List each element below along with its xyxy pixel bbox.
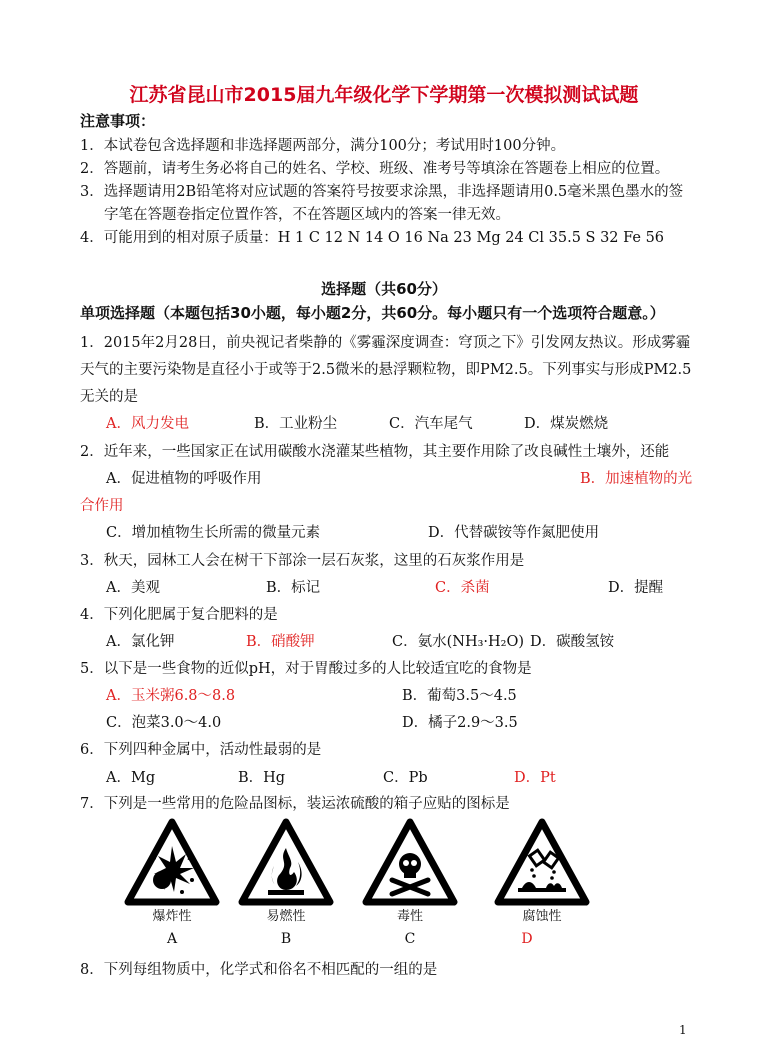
q4-line: 4．下列化肥属于复合肥料的是 xyxy=(80,607,278,623)
q1-option-a: A．风力发电 xyxy=(106,416,189,432)
notice-heading: 注意事项： xyxy=(80,112,156,130)
q5-option-c: C．泡菜3.0～4.0 xyxy=(106,715,222,731)
icon-letter-d: D xyxy=(521,931,533,947)
flammable-icon xyxy=(238,818,334,914)
page-number: 1 xyxy=(679,1023,687,1037)
q6-line: 6．下列四种金属中，活动性最弱的是 xyxy=(80,742,322,758)
section-title: 选择题（共60分） xyxy=(321,280,447,298)
corrosive-caption: 腐蚀性 xyxy=(522,909,562,924)
icon-letter-a: A xyxy=(166,931,178,947)
q1-option-b: B．工业粉尘 xyxy=(254,416,338,432)
q1-line-3: 无关的是 xyxy=(80,389,138,405)
q5-line: 5．以下是一些食物的近似pH，对于胃酸过多的人比较适宜吃的食物是 xyxy=(80,661,532,677)
q4-option-c: C．氨水(NH₃·H₂O) xyxy=(392,634,525,650)
icon-letter-b: B xyxy=(280,931,292,947)
corrosive-icon xyxy=(494,818,590,914)
q4-option-d: D．碳酸氢铵 xyxy=(530,634,615,650)
page-title: 江苏省昆山市2015届九年级化学下学期第一次模拟测试试题 xyxy=(129,84,639,106)
q6-option-d: D．Pt xyxy=(514,770,556,786)
q3-line: 3．秋天，园林工人会在树干下部涂一层石灰浆，这里的石灰浆作用是 xyxy=(80,553,525,569)
q5-option-d: D．橘子2.9～3.5 xyxy=(402,715,518,731)
q5-option-a: A．玉米粥6.8～8.8 xyxy=(106,688,236,704)
notice-item-4: 4．可能用到的相对原子质量：H 1 C 12 N 14 O 16 Na 23 Mg 24 Cl 35.5 S 32 Fe 56 xyxy=(80,230,665,246)
q3-option-d: D．提醒 xyxy=(608,580,664,596)
q6-option-c: C．Pb xyxy=(383,770,428,786)
q2-option-b-cont: 合作用 xyxy=(80,498,124,514)
q4-option-a: A．氯化钾 xyxy=(106,634,175,650)
q6-option-b: B．Hg xyxy=(238,770,286,786)
q3-option-a: A．美观 xyxy=(106,580,160,596)
q2-option-b: B．加速植物的光 xyxy=(580,471,693,487)
q4-option-b: B．硝酸钾 xyxy=(246,634,315,650)
q2-option-d: D．代替碳铵等作氮肥使用 xyxy=(428,525,600,541)
q6-option-a: A．Mg xyxy=(106,770,156,786)
q7-line: 7．下列是一些常用的危险品图标，装运浓硫酸的箱子应贴的图标是 xyxy=(80,796,510,812)
notice-item-3: 3．选择题请用2B铅笔将对应试题的答案符号按要求涂黑，非选择题请用0.5毫米黑色墨水的签 xyxy=(80,184,684,200)
section-subtitle: 单项选择题（本题包括30小题，每小题2分，共60分。每小题只有一个选项符合题意。） xyxy=(80,304,665,322)
explosive-caption: 爆炸性 xyxy=(152,909,192,924)
flammable-caption: 易燃性 xyxy=(266,909,306,924)
explosive-icon xyxy=(124,818,220,914)
toxic-icon xyxy=(362,818,458,914)
q1-line-1: 1．2015年2月28日，前央视记者柴静的《雾霾深度调查：穹顶之下》引发网友热议。形成雾霾 xyxy=(80,335,691,351)
q2-option-a: A．促进植物的呼吸作用 xyxy=(106,471,262,487)
q1-line-2: 天气的主要污染物是直径小于或等于2.5微米的悬浮颗粒物，即PM2.5。下列事实与形成PM2.5 xyxy=(80,362,692,378)
notice-item-1: 1．本试卷包含选择题和非选择题两部分，满分100分；考试用时100分钟。 xyxy=(80,138,566,154)
notice-item-3-cont: 字笔在答题卷指定位置作答，不在答题区域内的答案一律无效。 xyxy=(104,207,510,223)
q5-option-b: B．葡萄3.5～4.5 xyxy=(402,688,517,704)
q3-option-b: B．标记 xyxy=(266,580,321,596)
notice-item-2: 2．答题前，请考生务必将自己的姓名、学校、班级、准考号等填涂在答题卷上相应的位置。 xyxy=(80,161,670,177)
q3-option-c: C．杀菌 xyxy=(435,580,490,596)
q8-line: 8．下列每组物质中，化学式和俗名不相匹配的一组的是 xyxy=(80,962,438,978)
toxic-caption: 毒性 xyxy=(396,909,423,924)
icon-letter-c: C xyxy=(404,931,416,947)
q1-option-d: D．煤炭燃烧 xyxy=(524,416,609,432)
q1-option-c: C．汽车尾气 xyxy=(389,416,473,432)
q2-option-c: C．增加植物生长所需的微量元素 xyxy=(106,525,321,541)
q2-line: 2．近年来，一些国家正在试用碳酸水浇灌某些植物，其主要作用除了改良碱性土壤外，还能 xyxy=(80,444,670,460)
